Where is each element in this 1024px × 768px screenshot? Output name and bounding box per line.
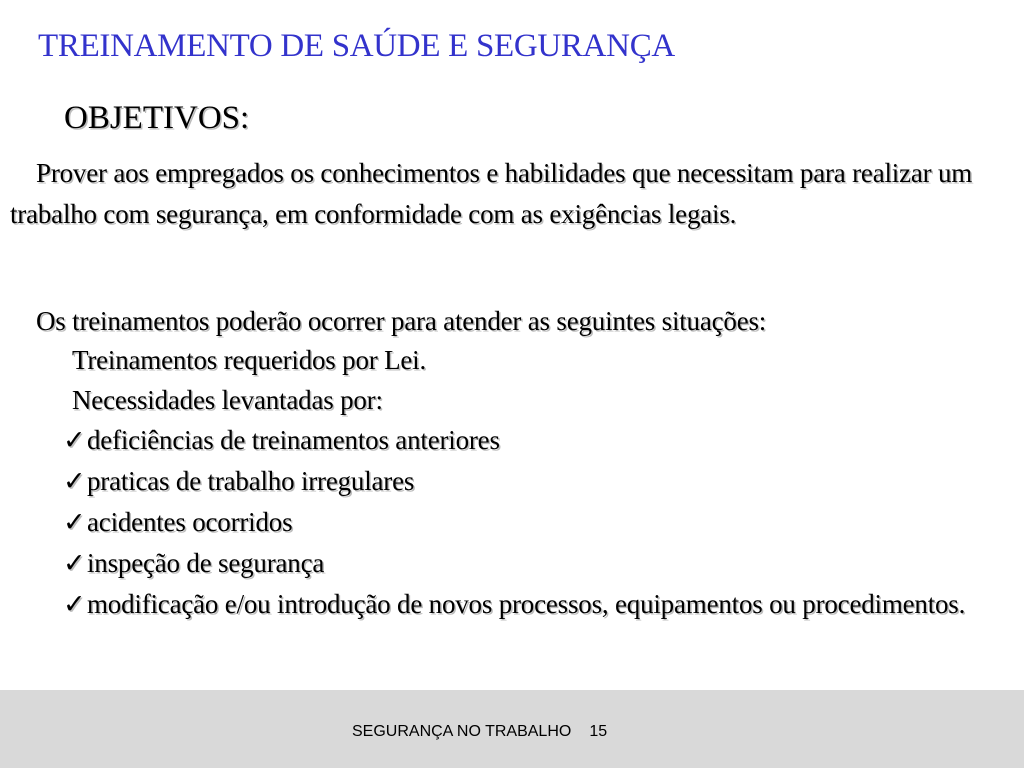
footer [352, 722, 607, 742]
objectives-heading: OBJETIVOS: [64, 100, 250, 136]
check-icon: ✓ [63, 507, 86, 537]
checklist-item [63, 543, 1018, 584]
check-icon: ✓ [63, 548, 86, 578]
page-number: 15 [589, 723, 608, 740]
needs-intro: Necessidades levantadas por: [72, 385, 383, 415]
check-icon: ✓ [63, 466, 86, 496]
needs-checklist [63, 420, 1018, 625]
check-icon: ✓ [63, 589, 86, 619]
situations-intro: Os treinamentos poderão ocorrer para atender as seguintes situações: [36, 306, 767, 336]
slide-title: TREINAMENTO DE SAÚDE E SEGURANÇA [38, 28, 675, 64]
checklist-item-text: praticas de trabalho irregulares [87, 466, 415, 496]
checklist-item-text: acidentes ocorridos [87, 507, 293, 537]
required-by-law-item: Treinamentos requeridos por Lei. [72, 345, 427, 375]
checklist-item-text: modificação e/ou introdução de novos processos, equipamentos ou procedimentos. [87, 589, 966, 619]
footer-label: SEGURANÇA NO TRABALHO [352, 723, 572, 740]
checklist-item [63, 584, 1018, 625]
checklist-item [63, 461, 1018, 502]
checklist-item [63, 502, 1018, 543]
checklist-item [63, 420, 1018, 461]
check-icon: ✓ [63, 425, 86, 455]
objective-paragraph: Prover aos empregados os conhecimentos e habilidades que necessitam para realizar um trabalho com segurança, em conformidade com as exigências legais. [10, 158, 973, 229]
checklist-item-text: inspeção de segurança [87, 548, 325, 578]
checklist-item-text: deficiências de treinamentos anteriores [87, 425, 500, 455]
